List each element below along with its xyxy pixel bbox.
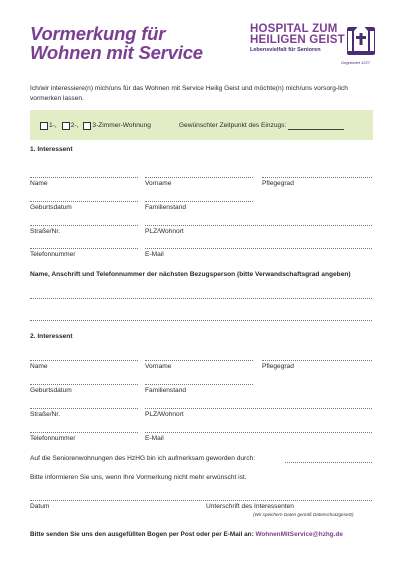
option-3-room[interactable] xyxy=(83,121,151,130)
checkbox-3-room[interactable] xyxy=(83,122,91,130)
person1-telefon-label: Telefonnummer xyxy=(30,251,76,258)
datum-label: Datum xyxy=(30,503,50,510)
person1-name-label: Name xyxy=(30,180,48,187)
aufmerksam-label: Auf die Seniorenwohnungen des HzHG bin ich aufmerksam geworden durch: xyxy=(30,455,256,462)
person2-strasse-field[interactable] xyxy=(30,408,138,409)
footer-email-link[interactable]: WohnenMitService@hzhg.de xyxy=(255,531,343,538)
person2-name-label: Name xyxy=(30,363,48,370)
person1-geburtsdatum-label: Geburtsdatum xyxy=(30,204,72,211)
logo-tagline: Lebensvielfalt für Senioren xyxy=(250,47,321,53)
person2-plz-label: PLZ/Wohnort xyxy=(145,411,184,418)
informieren-text: Bitte informieren Sie uns, wenn Ihre Vormerkung nicht mehr erwünscht ist. xyxy=(30,474,247,481)
person2-geburtsdatum-label: Geburtsdatum xyxy=(30,387,72,394)
church-emblem-icon xyxy=(345,21,377,65)
person2-familienstand-field[interactable] xyxy=(145,384,253,385)
option-2-room[interactable] xyxy=(62,121,79,130)
einzug-label: Gewünschter Zeitpunkt des Einzugs: xyxy=(178,122,287,129)
document-title xyxy=(30,24,203,62)
person1-pflegegrad-field[interactable] xyxy=(262,177,372,178)
checkbox-2-room[interactable] xyxy=(62,122,70,130)
person2-heading: 2. Interessent xyxy=(30,333,73,340)
person2-name-field[interactable] xyxy=(30,360,138,361)
unterschrift-label: Unterschrift des Interessenten xyxy=(206,503,294,510)
logo-line-1: HOSPITAL ZUM xyxy=(250,23,338,35)
person1-familienstand-field[interactable] xyxy=(145,201,253,202)
bezugsperson-field-2[interactable] xyxy=(30,320,372,321)
person2-telefon-label: Telefonnummer xyxy=(30,435,76,442)
person1-strasse-label: Straße/Nr. xyxy=(30,228,61,235)
option-1-label: 1-, xyxy=(49,122,57,129)
person2-vorname-label: Vorname xyxy=(145,363,172,370)
person1-plz-field[interactable] xyxy=(145,225,372,226)
person1-heading: 1. Interessent xyxy=(30,146,73,153)
person1-plz-label: PLZ/Wohnort xyxy=(145,228,184,235)
intro-text: Ich/wir interessiere(n) mich/uns für das Wohnen mit Service Heilig Geist und möchte(n) mich/uns vorsorg-lich vormerken lassen. xyxy=(30,85,348,102)
signature-field[interactable] xyxy=(30,500,372,501)
person1-email-label: E-Mail xyxy=(145,251,164,258)
einzug-field[interactable] xyxy=(288,122,344,130)
option-1-room[interactable] xyxy=(40,121,57,130)
person2-email-field[interactable] xyxy=(145,432,372,433)
datenschutz-note: (Wir speichern Daten gemäß Datenschutzgesetz) xyxy=(253,512,354,517)
logo-line-2: HEILIGEN GEIST xyxy=(250,34,345,46)
person1-vorname-field[interactable] xyxy=(145,177,253,178)
person2-pflegegrad-label: Pflegegrad xyxy=(262,363,294,370)
person1-email-field[interactable] xyxy=(145,248,372,249)
person1-pflegegrad-label: Pflegegrad xyxy=(262,180,294,187)
footer-text: Bitte senden Sie uns den ausgefüllten Bogen per Post oder per E-Mail an: xyxy=(30,531,254,538)
option-2-label: 2-, xyxy=(70,122,79,129)
option-3-label: 3-Zimmer-Wohnung xyxy=(92,122,151,129)
aufmerksam-field[interactable] xyxy=(285,462,372,463)
person2-plz-field[interactable] xyxy=(145,408,372,409)
person1-strasse-field[interactable] xyxy=(30,225,138,226)
person1-geburtsdatum-field[interactable] xyxy=(30,201,138,202)
person2-pflegegrad-field[interactable] xyxy=(262,360,372,361)
person2-email-label: E-Mail xyxy=(145,435,164,442)
person2-strasse-label: Straße/Nr. xyxy=(30,411,61,418)
person1-familienstand-label: Familienstand xyxy=(145,204,187,211)
person2-telefon-field[interactable] xyxy=(30,432,138,433)
person2-familienstand-label: Familienstand xyxy=(145,387,187,394)
title-line-1: Vormerkung für xyxy=(30,23,166,44)
person1-telefon-field[interactable] xyxy=(30,248,138,249)
bezugsperson-label: Name, Anschrift und Telefonnummer der nächsten Bezugsperson (bitte Verwandschaftsgrad angeben) xyxy=(30,271,351,278)
person2-vorname-field[interactable] xyxy=(145,360,253,361)
emblem-founded-text: Gegründet 1227 xyxy=(341,60,370,65)
apartment-choice-box xyxy=(30,110,373,140)
bezugsperson-field-1[interactable] xyxy=(30,298,372,299)
person1-vorname-label: Vorname xyxy=(145,180,172,187)
person2-geburtsdatum-field[interactable] xyxy=(30,384,138,385)
hospital-logo-text xyxy=(250,24,348,54)
person1-name-field[interactable] xyxy=(30,177,138,178)
title-line-2: Wohnen mit Service xyxy=(30,42,203,63)
checkbox-1-room[interactable] xyxy=(40,122,48,130)
footer-instruction xyxy=(30,531,343,538)
